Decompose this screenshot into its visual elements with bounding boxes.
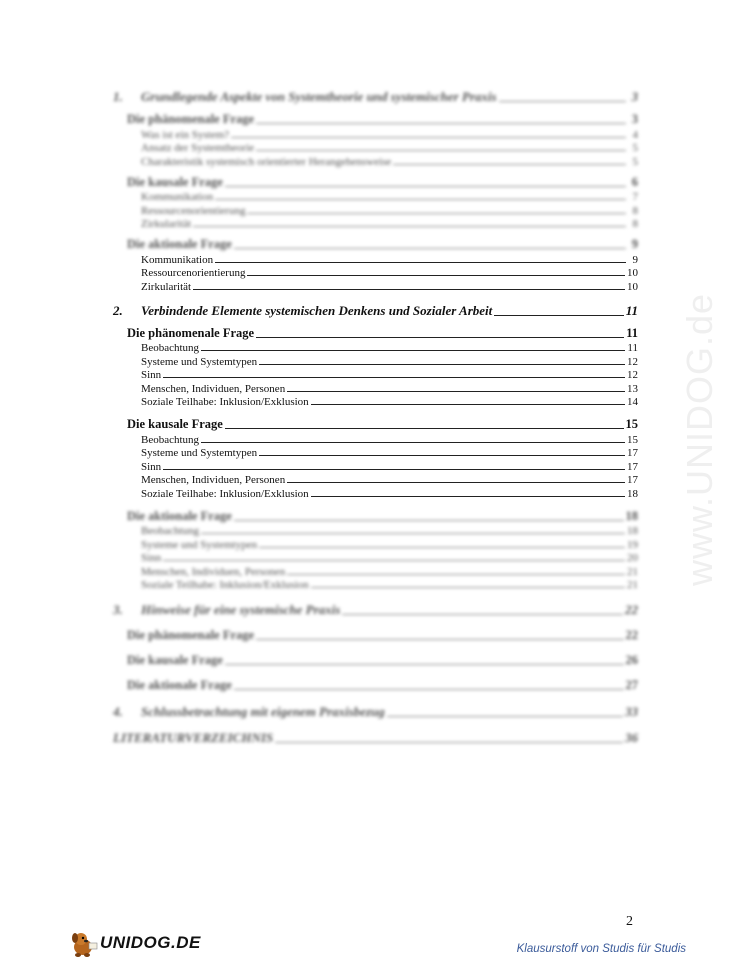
toc-subsection[interactable]: Sinn 17 — [141, 460, 638, 473]
toc-subsection[interactable]: Soziale Teilhabe: Inklusion/Exklusion 18 — [141, 487, 638, 500]
toc-subsection[interactable]: Sinn 12 — [141, 369, 638, 381]
toc-subsection[interactable]: Kommunikation 7 — [141, 191, 638, 203]
toc-subsection[interactable]: Beobachtung 15 — [141, 433, 638, 446]
toc-subsection[interactable]: Kommunikation 9 — [141, 253, 638, 266]
unidog-logo[interactable] — [66, 928, 201, 958]
toc-section[interactable]: Die phänomenale Frage 11 — [127, 325, 638, 340]
toc-subsection[interactable]: Was ist ein System? 4 — [141, 128, 638, 141]
toc-literature[interactable]: LITERATURVERZEICHNIS 36 — [113, 730, 638, 745]
toc-section[interactable]: Die kausale Frage 15 — [127, 417, 638, 431]
toc-subsection[interactable]: Soziale Teilhabe: Inklusion/Exklusion 14 — [141, 396, 638, 408]
toc-chapter-2[interactable]: 2. Verbindende Elemente systemischen Denkens und Sozialer Arbeit 11 — [113, 302, 638, 318]
footer-tagline: Klausurstoff von Studis für Studis — [516, 943, 686, 955]
toc-subsection[interactable]: Systeme und Systemtypen 19 — [141, 538, 638, 551]
toc-section[interactable]: Die phänomenale Frage 3 — [127, 112, 638, 126]
toc-subsection[interactable]: Soziale Teilhabe: Inklusion/Exklusion 21 — [141, 579, 638, 591]
toc-subsection[interactable]: Ressourcenorientierung 10 — [141, 267, 638, 279]
toc-chapter-1[interactable]: 1. Grundlegende Aspekte von Systemtheorie und systemischer Praxis 3 — [113, 89, 638, 104]
toc-subsection[interactable]: Menschen, Individuen, Personen 17 — [141, 474, 638, 486]
toc-subsection[interactable]: Systeme und Systemtypen 17 — [141, 447, 638, 459]
toc-section[interactable]: Die aktionale Frage 18 — [127, 508, 638, 523]
logo-text: UNIDOG.DE — [100, 933, 201, 952]
toc-section[interactable]: Die kausale Frage 26 — [127, 653, 638, 667]
watermark: www.UNIDOG.de — [679, 292, 720, 586]
toc-subsection[interactable]: Menschen, Individuen, Personen 13 — [141, 382, 638, 395]
toc-subsection[interactable]: Ressourcenorientierung 8 — [141, 204, 638, 217]
toc-subsection[interactable]: Ansatz der Systemtheorie 5 — [141, 142, 638, 154]
toc-section[interactable]: Die phänomenale Frage 22 — [127, 628, 638, 642]
toc-section[interactable]: Die aktionale Frage 27 — [127, 678, 638, 692]
toc-blurred-block-2 — [113, 508, 638, 747]
toc-subsection[interactable]: Sinn 20 — [141, 552, 638, 564]
toc-chapter-3[interactable]: 3. Hinweise für eine systemische Praxis 22 — [113, 602, 638, 617]
toc-subsection[interactable]: Systeme und Systemtypen 12 — [141, 355, 638, 368]
table-of-contents — [113, 82, 638, 746]
toc-subsection[interactable]: Zirkularität 10 — [141, 280, 638, 293]
toc-subsection[interactable]: Beobachtung 11 — [141, 342, 638, 354]
toc-blurred-block-1 — [113, 87, 638, 252]
toc-subsection[interactable]: Zirkularität 8 — [141, 218, 638, 230]
dog-mascot-icon — [66, 928, 100, 958]
toc-section[interactable]: Die aktionale Frage 9 — [127, 237, 638, 251]
toc-subsection[interactable]: Menschen, Individuen, Personen 21 — [141, 565, 638, 578]
toc-chapter-4[interactable]: 4. Schlussbetrachtung mit eigenem Praxisbezug 33 — [113, 704, 638, 719]
toc-subsection[interactable]: Charakteristik systemisch orientierter Herangehensweise 5 — [141, 155, 638, 168]
page-number: 2 — [626, 914, 633, 929]
toc-subsection[interactable]: Beobachtung 18 — [141, 525, 638, 537]
toc-section[interactable]: Die kausale Frage 6 — [127, 174, 638, 189]
